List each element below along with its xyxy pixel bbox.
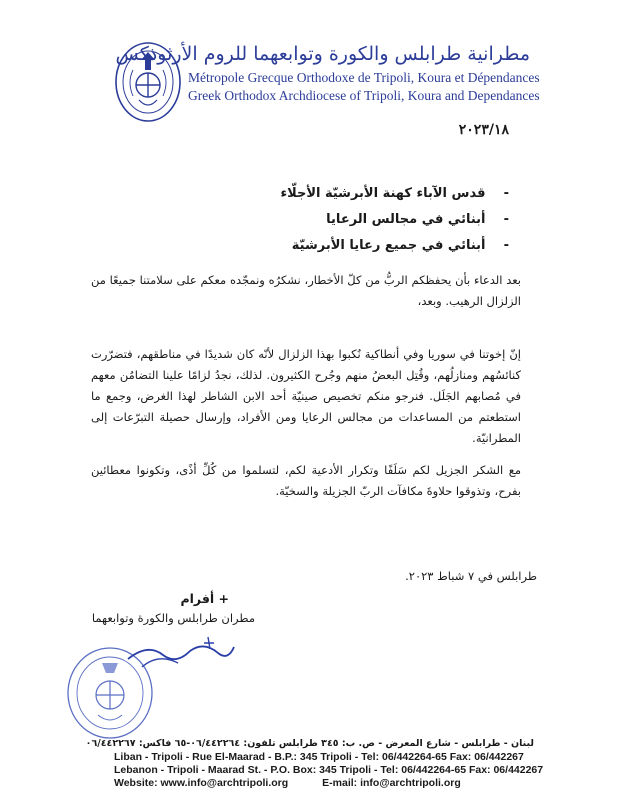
- signatory-name: + أفرام: [180, 591, 229, 606]
- footer-arabic-address: لبنان - طرابلس - شارع المعرض - ص. ب: ٣٤٥ طرابلس تلفون: ٠٦/٤٤٢٢٦٤-٦٥ فاكس: ٠٦/٤٤٢٢٦٧: [85, 738, 534, 749]
- reference-number: ٢٠٢٣/١٨: [458, 122, 509, 138]
- body-paragraph-appeal: إنّ إخوتنا في سوريا وفي أنطاكية نُكبوا بهذا الزلزال لأنّه كان شديدًا في مناطقهم، فتضرّرت كنائسُهم ومنازلُهم، وقُتِل البعضُ منهم وجُرح الكثيرون. لذلك، نجدُ لزامًا علينا التضامُن معهم في مُصابهم الجَلَل. فنرجو منكم تخصيص صينيّة أحد الابن الشاطر لهذا الغرض، وجمع ما استطعتم من المساعدات من مجالس الرعايا ومن الأفراد، وإرسال حصيلة التبرّعات إلى المطرانيّة.: [91, 347, 521, 445]
- recipient-item: [249, 207, 509, 233]
- footer-website[interactable]: Website: www.info@archtripoli.org: [114, 777, 289, 789]
- recipient-dash: -: [503, 238, 509, 253]
- letterhead-english-name: Greek Orthodox Archdiocese of Tripoli, Koura and Dependances: [188, 88, 540, 103]
- recipient-label: قدس الآباء كهنة الأبرشيّة الأجلّاء: [280, 186, 486, 201]
- footer-english-address: Lebanon - Tripoli - Maarad St. - P.O. Box: 345 Tripoli - Tel: 06/442264-65 Fax: 06/442267: [114, 764, 544, 776]
- recipient-dash: -: [503, 212, 509, 227]
- signatory-title: مطران طرابلس والكورة وتوابعهما: [91, 611, 255, 625]
- body-paragraph-greeting: بعد الدعاء بأن يحفظكم الربُّ من كلّ الأخطار، نشكرُه ونمجّده معكم على سلامتنا جميعًا من الزلزال الرهيب. وبعد،: [91, 273, 521, 308]
- recipient-item: [249, 233, 509, 259]
- signature-and-stamp: [58, 633, 238, 741]
- letterhead-french-name: Métropole Grecque Orthodoxe de Tripoli, Koura et Dépendances: [188, 70, 540, 85]
- date-line: طرابلس في ٧ شباط ٢٠٢٣.: [405, 569, 537, 583]
- recipient-label: أبنائي في جميع رعايا الأبرشيّة: [291, 238, 486, 253]
- recipient-item: [249, 181, 509, 207]
- body-paragraph-closing: مع الشكر الجزيل لكم سَلَفًا وتكرار الأدعية لكم، لتسلموا من كُلِّ أذًى، وتكونوا معطائين بفرح، وتذوقوا حلاوةَ مكافآت الربّ الجزيلة والسخيّة.: [91, 463, 521, 498]
- letterhead-arabic-name: مطرانية طرابلس والكورة وتوابعهما للروم الأرثوذكس: [115, 43, 530, 65]
- footer-email[interactable]: E-mail: info@archtripoli.org: [322, 777, 461, 789]
- recipients-list: [249, 181, 509, 259]
- footer-contact-line: [114, 777, 574, 789]
- recipient-dash: -: [503, 186, 509, 201]
- recipient-label: أبنائي في مجالس الرعايا: [326, 212, 486, 227]
- footer-french-address: Liban - Tripoli - Rue El-Maarad - B.P.: 345 Tripoli - Tel: 06/442264-65 Fax: 06/442267: [114, 751, 524, 763]
